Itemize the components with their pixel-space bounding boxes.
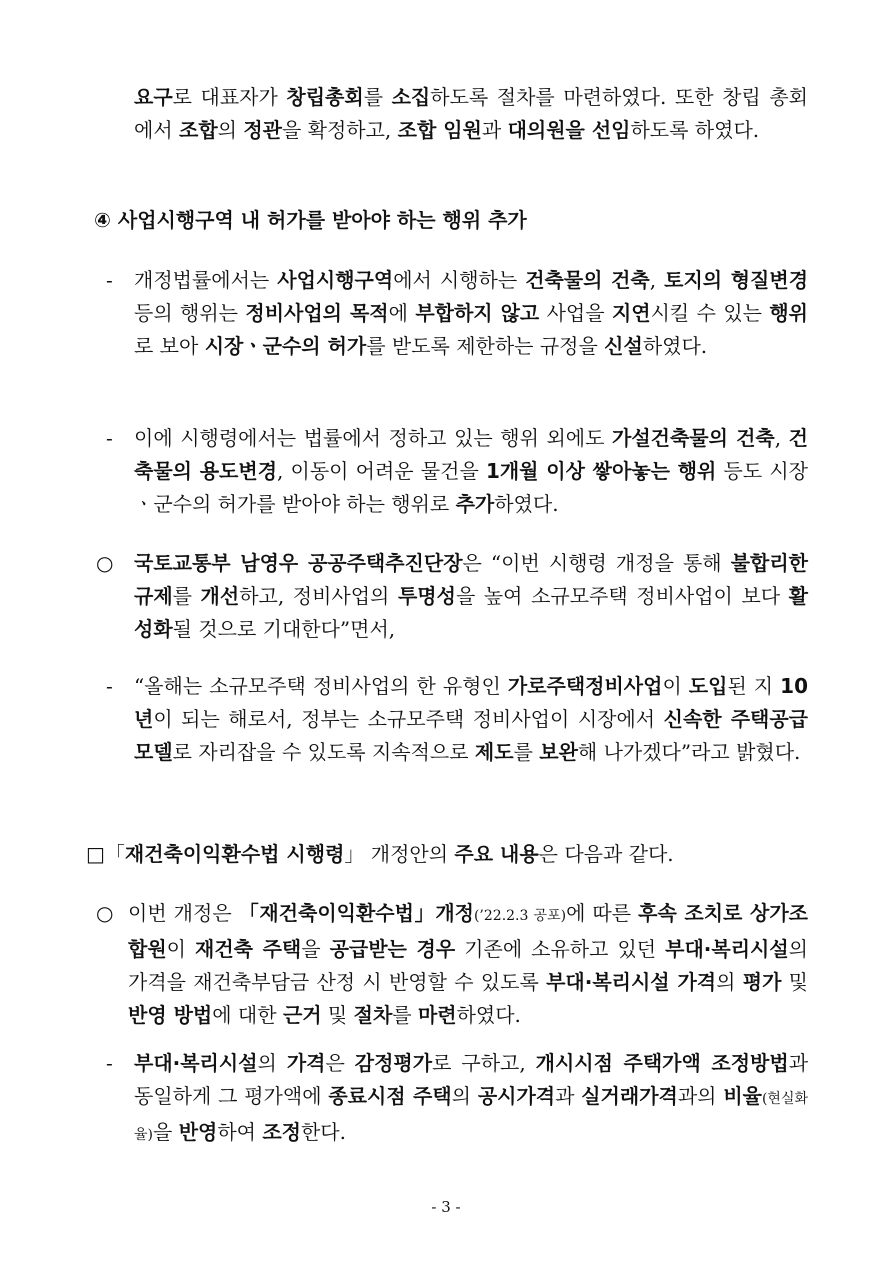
text-run: 를 받도록 제한하는 규정을 [366,334,605,358]
text-run: 에 따른 [566,901,639,925]
text-run: 를 [513,740,540,764]
text-run: 을 [153,1120,179,1144]
text-run: 및 [781,970,808,994]
bold-text: 가로주택정비사업 [507,674,663,698]
bold-text: 정비사업의 목적 [245,301,389,325]
bold-text: 1개월 이상 쌓아놓는 행위 [485,459,717,483]
text-run: 하였다. [494,492,559,516]
text-run: 의 [716,970,743,994]
small-text: (현실화율) [134,1091,808,1143]
bold-text: 투명성 [397,584,456,608]
bold-text: 종료시점 주택 [328,1084,452,1108]
text-run: 을 확정하고, [281,118,398,142]
bold-text: 공급받는 경우 [329,937,456,961]
text-run: 의 가격을 재건축부담금 산정 시 반영할 수 있도록 [128,937,808,994]
text-run: 하여 [217,1120,263,1144]
bold-text: 주요 내용 [454,842,539,866]
bold-text: 보완 [539,740,578,764]
bold-text: 추가 [455,492,495,516]
text-run: 과 [481,118,508,142]
bold-text: 시장ㆍ군수의 허가 [204,334,367,358]
paragraph-enforcement-decree [134,422,808,521]
paragraph-reconstruction-amendment [128,897,808,1032]
text-run: 하도록 절차를 마련하였다. 또한 창립 총회에서 [134,85,808,142]
text-run: 이에 시행령에서는 법률에서 정하고 있는 행위 외에도 [134,426,612,450]
bold-text: 국토교통부 남영우 공공주택추진단장 [134,551,463,575]
bold-text: 후속 조치로 상가조합원 [128,901,808,961]
text-run: 로 구하고, [432,1051,536,1075]
bold-text: 제도 [474,740,514,764]
paragraph-official-quote [134,547,808,646]
small-text: (’22.2.3 공포) [473,908,567,924]
text-run: 하도록 하였다. [630,118,760,142]
text-run: 한다. [300,1120,346,1144]
text-run: 를 [172,584,201,608]
bold-text: 재건축이익환수법 시행령 [124,842,345,866]
bold-text: 개선 [200,584,240,608]
dash-bullet: - [106,268,113,292]
text-run: , [649,268,665,292]
text-run: 의 [451,1084,478,1108]
bold-text: 재건축 주택 [195,937,302,961]
bold-text: 감정평가 [354,1051,433,1075]
text-run: 등의 행위는 [134,301,246,325]
text-run: 이 되는 해로서, 정부는 소규모주택 정비사업이 시장에서 [153,707,664,731]
bold-text: 행위 [769,301,808,325]
text-run: 」 개정안의 [344,842,455,866]
text-run: 에 [388,301,416,325]
text-run: 은 [325,1051,355,1075]
bold-text: 반영 [178,1120,218,1144]
text-run: , 이동이 어려운 물건을 [277,459,486,483]
paragraph-facility-valuation [134,1047,808,1152]
bold-text: 불합리한 규제 [134,551,808,608]
bold-text: 절차 [353,1003,393,1027]
bold-text: 창립총회 [286,85,364,109]
text-run: 로 대표자가 [172,85,287,109]
text-run: 를 [392,1003,418,1027]
bold-text: 실거래가격 [581,1084,678,1108]
paragraph-founding-meeting [134,81,808,147]
paragraph-amended-law [134,264,808,363]
dash-bullet: - [106,1051,113,1075]
bold-text: 신속한 주택공급 모델 [134,707,808,764]
text-run: 하였다. [642,334,708,358]
text-run: □「 [86,842,125,866]
bold-text: 활성화 [134,584,808,641]
bold-text: 가격 [286,1051,326,1075]
bold-text: 공시가격 [477,1084,556,1108]
text-run: 을 높여 소규모주택 정비사업이 보다 [455,584,789,608]
text-run: 해 나가겠다”라고 밝혔다. [577,740,801,764]
bold-text: 「재건축이익환수법」개정 [238,901,474,925]
text-run: 시킬 수 있는 [650,301,770,325]
bold-text: 부대·복리시설 [134,1051,258,1075]
section-heading-reconstruction [86,838,806,871]
bold-text: 신설 [604,334,643,358]
text-run: 된 지 [727,674,781,698]
bold-text: 요구 [134,85,173,109]
bold-text: 부대·복리시설 가격 [546,970,717,994]
text-run: 과의 [677,1084,724,1108]
bold-text: 건축물의 건축 [525,268,650,292]
bold-text: 정관 [243,118,282,142]
bold-text: 조정 [262,1120,301,1144]
text-run: 이 [166,937,195,961]
bold-text: 건축물의 용도변경 [134,426,808,483]
bold-text: 평가 [742,970,782,994]
text-run: 될 것으로 기대한다”면서, [172,617,396,641]
text-run: “올해는 소규모주택 정비사업의 한 유형인 [134,674,508,698]
circle-bullet: ○ [96,551,114,575]
text-run: 은 다음과 같다. [538,842,674,866]
text-run: 의 [257,1051,287,1075]
bold-text: 개시시점 주택가액 조정방법 [535,1051,789,1075]
bold-text: 대의원을 선임 [507,118,631,142]
paragraph-street-housing [134,670,808,769]
text-run: 및 [321,1003,354,1027]
bold-text: 가설건축물의 건축 [612,426,775,450]
dash-bullet: - [106,674,113,698]
page-number: - 3 - [431,1198,461,1216]
bold-text: 조합 [179,118,218,142]
text-run: 사업을 [539,301,612,325]
text-run: 이 [662,674,689,698]
bold-text: 도입 [688,674,728,698]
text-run: 를 [363,85,392,109]
text-run: 을 [301,937,330,961]
text-run: 하였다. [456,1003,521,1027]
text-run: 에 대한 [212,1003,283,1027]
text-run: 이번 개정은 [128,901,239,925]
bold-text: 마련 [417,1003,457,1027]
text-run: 과 동일하게 그 평가액에 [134,1051,809,1108]
section-heading-4: ④ 사업시행구역 내 허가를 받아야 하는 행위 추가 [94,208,527,232]
bold-text: 비율 [723,1084,762,1108]
text-run: 로 자리잡을 수 있도록 지속적으로 [172,740,475,764]
text-run: 기존에 소유하고 있던 [455,937,666,961]
bold-text: 조합 임원 [397,118,482,142]
bold-text: 사업시행구역 [277,268,394,292]
dash-bullet: - [106,426,113,450]
bold-text: 10년 [134,674,808,731]
bold-text: 반영 방법 [128,1003,213,1027]
text-run: 개정법률에서는 [134,268,278,292]
text-run: 은 “이번 시행령 개정을 통해 [462,551,731,575]
bold-text: 토지의 형질변경 [664,268,809,292]
text-run: , [774,426,789,450]
bold-text: 부대·복리시설 [665,937,789,961]
text-run: 로 보아 [134,334,205,358]
text-run: 의 [217,118,244,142]
text-run: 과 [555,1084,582,1108]
circle-bullet: ○ [96,901,114,925]
text-run: 에서 시행하는 [393,268,526,292]
bold-text: 근거 [282,1003,322,1027]
text-run: 하고, 정비사업의 [239,584,398,608]
text-run: 등도 시장ㆍ군수의 허가를 받아야 하는 행위로 [134,459,808,516]
bold-text: 지연 [611,301,651,325]
bold-text: 소집 [391,85,431,109]
bold-text: 부합하지 않고 [415,301,540,325]
